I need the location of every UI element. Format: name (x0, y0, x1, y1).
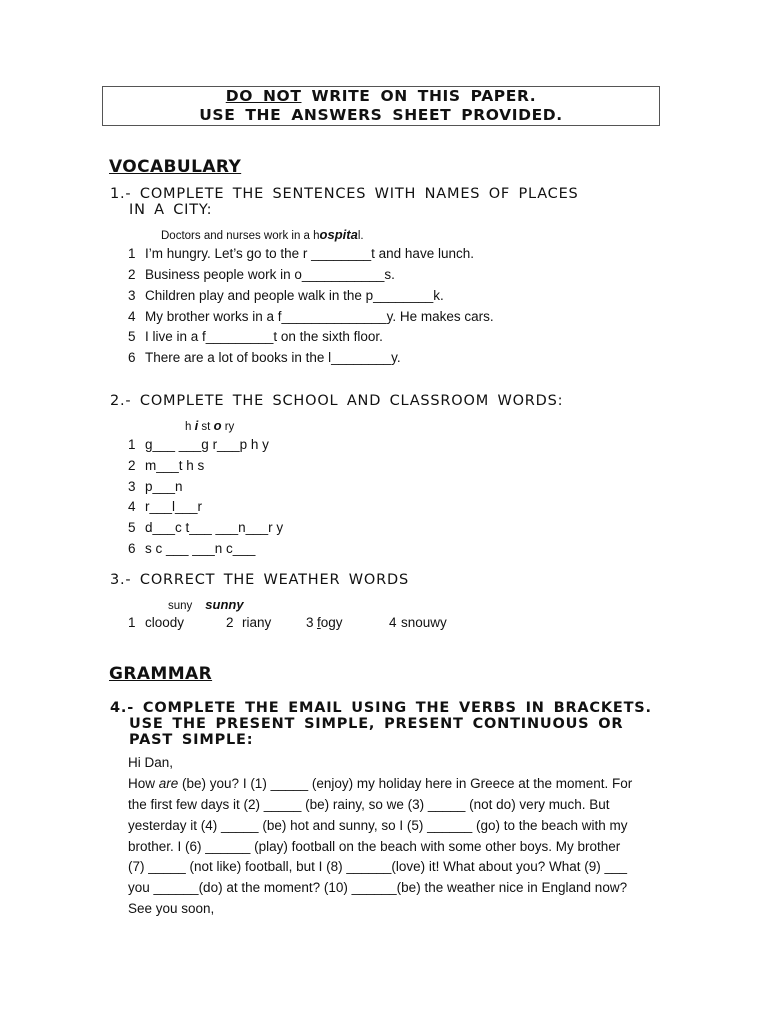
item-number: 3 (306, 615, 314, 630)
item-word: cloody (145, 615, 185, 630)
vocabulary-heading: VOCABULARY (109, 157, 242, 177)
item-number: 6 (128, 350, 136, 365)
exercise-4-number: 4.- (110, 700, 135, 716)
example-part: ry (221, 421, 235, 433)
email-line-5: (7) _____ (not like) football, but I (8) ______(love) it! What about you? What (9) ___ (128, 859, 628, 874)
exercise-1-item-1 (128, 246, 474, 261)
email-example-answer: are (158, 776, 179, 791)
item-word: riany (242, 615, 272, 630)
exercise-2-item-6 (128, 541, 255, 556)
example-text: Doctors and nurses work in a h (161, 230, 320, 242)
example-answer-letter: i (194, 418, 199, 433)
example-part: st (198, 421, 214, 433)
exercise-1-item-4 (128, 309, 494, 324)
item-number: 2 (226, 615, 234, 630)
email-line-1 (128, 776, 632, 791)
exercise-1-item-2 (128, 267, 395, 282)
item-number: 4 (389, 615, 397, 630)
exercise-4-title-line-2: USE THE PRESENT SIMPLE, PRESENT CONTINUOUS OR (129, 716, 624, 732)
example-answer: sunny (205, 597, 244, 612)
item-number: 2 (128, 458, 136, 473)
example-text-end: l. (357, 230, 364, 242)
item-text: There are a lot of books in the l________y. (145, 350, 401, 365)
email-text: (be) you? I (1) _____ (enjoy) my holiday here in Greece at the moment. For (178, 776, 633, 791)
weather-item-2 (226, 615, 271, 630)
example-word: suny (168, 600, 193, 612)
email-line-2: the first few days it (2) _____ (be) rainy, so we (3) _____ (not do) very much. But (128, 797, 610, 812)
example-answer-letter: o (213, 418, 222, 433)
item-text: Children play and people walk in the p________k. (145, 288, 444, 303)
exercise-2-number: 2.- (110, 393, 132, 409)
item-number: 6 (128, 541, 136, 556)
item-text: My brother works in a f______________y. He makes cars. (145, 309, 494, 324)
exercise-1-number: 1.- (110, 186, 132, 202)
exercise-1-item-6 (128, 350, 401, 365)
exercise-1-item-5 (128, 329, 383, 344)
exercise-1-title-line-2: IN A CITY: (129, 202, 213, 218)
item-text: I live in a f_________t on the sixth floor. (145, 329, 383, 344)
exercise-2-item-2 (128, 458, 204, 473)
item-text: r___l___r (145, 499, 203, 514)
exercise-3-example (168, 597, 244, 612)
exercise-4-title-line-3: PAST SIMPLE: (129, 732, 254, 748)
item-text: p___n (145, 479, 183, 494)
exercise-1-item-3 (128, 288, 444, 303)
item-word: ogy (320, 615, 343, 630)
item-word: snouwy (401, 615, 447, 630)
notice-box (102, 86, 660, 126)
item-word-underlined: f (317, 615, 321, 630)
email-text: How (128, 776, 159, 791)
notice-line-1 (103, 87, 659, 105)
email-line-3: yesterday it (4) _____ (be) hot and sunny, so I (5) ______ (go) to the beach with my (128, 818, 628, 833)
item-number: 1 (128, 246, 136, 261)
item-number: 1 (128, 437, 136, 452)
example-answer: ospita (319, 227, 358, 242)
grammar-heading: GRAMMAR (109, 664, 213, 684)
item-number: 4 (128, 309, 136, 324)
exercise-4-title-line-1: COMPLETE THE EMAIL USING THE VERBS IN BRACKETS. (142, 700, 652, 716)
item-number: 3 (128, 288, 136, 303)
email-greeting: Hi Dan, (128, 755, 174, 770)
item-text: s c ___ ___n c___ (145, 541, 256, 556)
exercise-2-example (185, 418, 234, 433)
item-number: 3 (128, 479, 136, 494)
email-line-6: you ______(do) at the moment? (10) ______(be) the weather nice in England now? (128, 880, 628, 895)
weather-item-1 (128, 615, 184, 630)
exercise-3-title (110, 572, 670, 588)
item-text: g___ ___g r___p h y (145, 437, 269, 452)
exercise-3-title-text: CORRECT THE WEATHER WORDS (139, 572, 409, 588)
exercise-3-number: 3.- (110, 572, 132, 588)
email-sign-off: See you soon, (128, 901, 215, 916)
exercise-2-title (110, 393, 670, 409)
exercise-2-item-4 (128, 499, 202, 514)
item-text: m___t h s (145, 458, 205, 473)
exercise-2-item-5 (128, 520, 283, 535)
exercise-2-item-3 (128, 479, 183, 494)
item-number: 5 (128, 329, 136, 344)
exercise-4-title (110, 700, 670, 748)
item-text: I’m hungry. Let’s go to the r ________t and have lunch. (145, 246, 474, 261)
item-text: Business people work in o___________s. (145, 267, 395, 282)
item-number: 2 (128, 267, 136, 282)
item-text: d___c t___ ___n___r y (145, 520, 284, 535)
item-number: 4 (128, 499, 136, 514)
notice-line-1-rest: WRITE ON THIS PAPER. (301, 87, 537, 105)
exercise-2-title-text: COMPLETE THE SCHOOL AND CLASSROOM WORDS: (139, 393, 564, 409)
exercise-2-item-1 (128, 437, 269, 452)
example-part: h (185, 421, 195, 433)
notice-line-2: USE THE ANSWERS SHEET PROVIDED. (199, 106, 563, 124)
weather-item-3 (306, 615, 343, 630)
email-line-4: brother. I (6) ______ (play) football on the beach with some other boys. My brother (128, 839, 621, 854)
item-number: 5 (128, 520, 136, 535)
item-number: 1 (128, 615, 136, 630)
exercise-1-title (110, 186, 670, 218)
exercise-1-example (161, 227, 364, 242)
weather-item-4 (389, 615, 447, 630)
do-not-emphasis: DO NOT (225, 87, 302, 105)
exercise-1-title-line-1: COMPLETE THE SENTENCES WITH NAMES OF PLACES (139, 186, 579, 202)
